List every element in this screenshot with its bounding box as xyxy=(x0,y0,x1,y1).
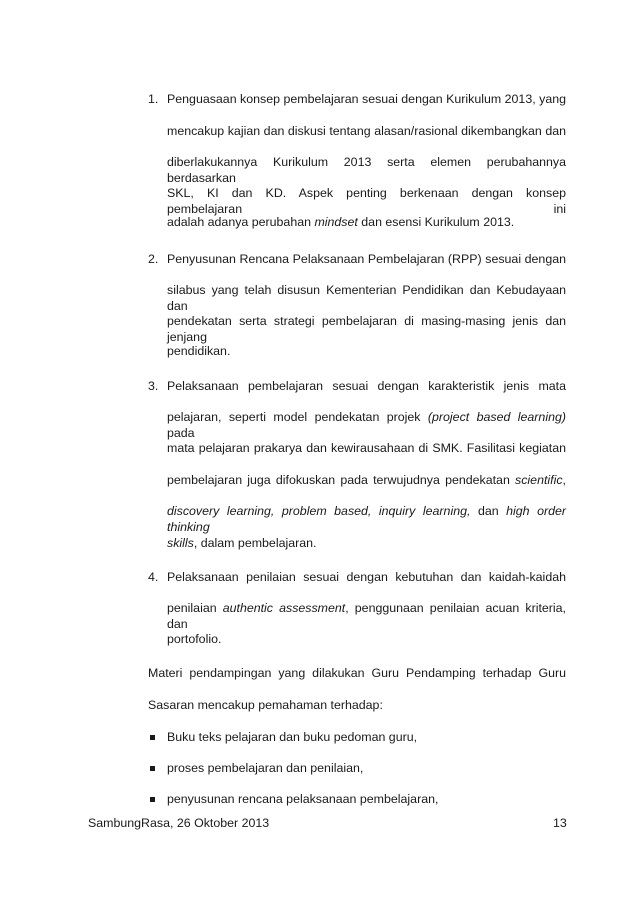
item-line xyxy=(167,631,221,647)
item-line xyxy=(167,251,566,267)
text-run: dan xyxy=(470,504,507,518)
footer-text: SambungRasa, 26 Oktober 2013 xyxy=(88,816,270,830)
item-number: 4. xyxy=(148,570,159,584)
square-bullet-icon xyxy=(150,735,155,740)
text-run: SKL, KI dan KD. Aspek penting berkenaan dengan konsep pembelajaran ini xyxy=(167,186,566,216)
item-line xyxy=(167,472,566,488)
square-bullet-icon xyxy=(150,766,155,771)
text-run: , penggunaan penilaian acuan kriteria, dan xyxy=(167,601,566,631)
italic-text: discovery learning, problem based, inquiry learning, xyxy=(167,504,471,518)
bullet-text: Buku teks pelajaran dan buku pedoman guru, xyxy=(167,730,418,744)
italic-text: authentic assessment xyxy=(222,601,346,615)
text-run: pada xyxy=(167,426,195,440)
text-run: Pelaksanaan pembelajaran sesuai dengan karakteristik jenis mata xyxy=(167,379,566,393)
italic-text: skills xyxy=(167,536,194,550)
text-run: Pelaksanaan penilaian sesuai dengan kebutuhan dan kaidah-kaidah xyxy=(167,570,566,584)
item-line xyxy=(167,123,566,139)
item-line xyxy=(167,343,230,359)
item-line xyxy=(167,313,566,344)
bullet-text: penyusunan rencana pelaksanaan pembelajaran, xyxy=(167,792,439,806)
item-line xyxy=(167,91,566,107)
italic-text: high order thinking xyxy=(167,504,567,534)
page-number: 13 xyxy=(553,816,567,830)
item-line xyxy=(167,154,566,185)
text-run: portofolio. xyxy=(167,632,222,646)
item-line xyxy=(167,569,566,585)
text-run: Sasaran mencakup pemahaman terhadap: xyxy=(148,698,383,712)
italic-text: scientific xyxy=(515,473,563,487)
text-run: pendekatan serta strategi pembelajaran di masing-masing jenis dan jenjang xyxy=(167,314,566,344)
square-bullet-icon xyxy=(150,797,155,802)
bullet-text: proses pembelajaran dan penilaian, xyxy=(167,761,364,775)
paragraph-line xyxy=(148,697,383,713)
text-run: silabus yang telah disusun Kementerian Pendidikan dan Kebudayaan dan xyxy=(167,283,566,313)
italic-text: mindset xyxy=(314,215,358,229)
text-run: dan esensi Kurikulum 2013. xyxy=(357,215,515,229)
item-line xyxy=(167,409,566,440)
item-number: 1. xyxy=(148,92,159,106)
text-run: diberlakukannya Kurikulum 2013 serta elemen perubahannya berdasarkan xyxy=(167,155,566,185)
text-run: , dalam pembelajaran. xyxy=(193,536,317,550)
text-run: mencakup kajian dan diskusi tentang alasan/rasional dikembangkan dan xyxy=(167,124,566,138)
item-number: 3. xyxy=(148,379,159,393)
item-line xyxy=(167,503,567,534)
text-run: pendidikan. xyxy=(167,344,231,358)
item-line xyxy=(167,185,566,216)
text-run: Penguasaan konsep pembelajaran sesuai dengan Kurikulum 2013, yang xyxy=(167,92,566,106)
item-number: 2. xyxy=(148,252,159,266)
text-run: adalah adanya perubahan xyxy=(167,215,315,229)
text-run: pembelajaran juga difokuskan pada terwujudnya pendekatan xyxy=(167,473,516,487)
text-run: , xyxy=(562,473,566,487)
text-run: pelajaran, seperti model pendekatan projek xyxy=(167,410,428,424)
text-run: penilaian xyxy=(167,601,223,615)
item-line xyxy=(167,440,566,456)
paragraph-line xyxy=(148,665,566,681)
text-run: Materi pendampingan yang dilakukan Guru Pendamping terhadap Guru xyxy=(148,666,566,680)
item-line xyxy=(167,378,566,394)
text-run: Penyusunan Rencana Pelaksanaan Pembelajaran (RPP) sesuai dengan xyxy=(167,252,566,266)
item-line xyxy=(167,214,514,230)
item-line xyxy=(167,535,316,551)
italic-text: (project based learning) xyxy=(427,410,566,424)
item-line xyxy=(167,600,566,631)
item-line xyxy=(167,282,566,313)
text-run: mata pelajaran prakarya dan kewirausahaan di SMK. Fasilitasi kegiatan xyxy=(167,441,566,455)
